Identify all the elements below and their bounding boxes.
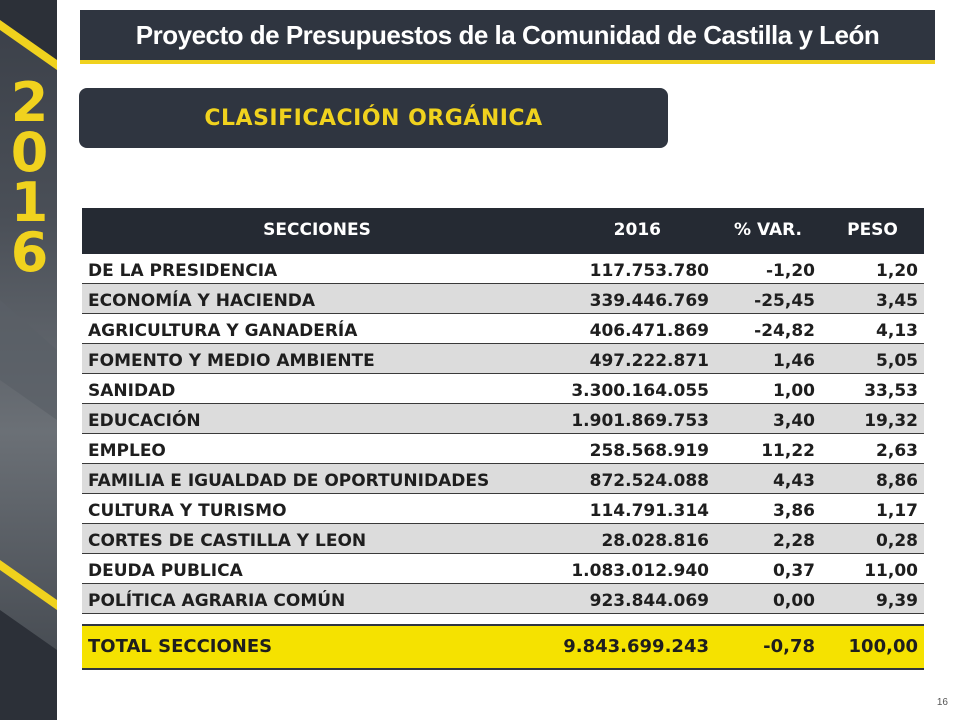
total-peso: 100,00 — [848, 635, 918, 657]
header-year: 2016 — [613, 220, 661, 240]
side-decoration — [0, 0, 57, 720]
table-spacer — [82, 614, 924, 624]
header-secciones: SECCIONES — [263, 220, 371, 240]
row-amount: 28.028.816 — [601, 531, 709, 551]
row-amount: 1.901.869.753 — [571, 411, 709, 431]
row-amount: 406.471.869 — [589, 321, 709, 341]
row-peso: 9,39 — [876, 591, 918, 611]
row-amount: 1.083.012.940 — [571, 561, 709, 581]
table-row — [82, 284, 924, 314]
row-var: 11,22 — [761, 441, 815, 461]
table-row — [82, 494, 924, 524]
row-var: 1,46 — [773, 351, 815, 371]
row-var: 4,43 — [773, 471, 815, 491]
row-section: SANIDAD — [88, 381, 176, 401]
row-peso: 0,28 — [876, 531, 918, 551]
header-bar — [80, 10, 935, 64]
table-row — [82, 314, 924, 344]
row-var: 2,28 — [773, 531, 815, 551]
row-amount: 497.222.871 — [589, 351, 709, 371]
budget-table — [82, 208, 924, 670]
total-amount: 9.843.699.243 — [563, 635, 709, 657]
page-number: 16 — [936, 697, 948, 708]
row-amount: 3.300.164.055 — [571, 381, 709, 401]
table-row — [82, 404, 924, 434]
header-var: % VAR. — [734, 220, 802, 240]
table-row — [82, 344, 924, 374]
row-section: FAMILIA E IGUALDAD DE OPORTUNIDADES — [88, 471, 490, 491]
row-var: -25,45 — [754, 291, 815, 311]
row-section: DE LA PRESIDENCIA — [88, 261, 278, 281]
total-var: -0,78 — [763, 635, 815, 657]
row-peso: 1,17 — [876, 501, 918, 521]
header-peso: PESO — [847, 220, 898, 240]
row-peso: 8,86 — [876, 471, 918, 491]
row-peso: 2,63 — [876, 441, 918, 461]
row-section: CULTURA Y TURISMO — [88, 501, 287, 521]
year-digit: 0 — [10, 121, 47, 184]
table-header — [82, 208, 924, 254]
table-row — [82, 464, 924, 494]
row-section: EMPLEO — [88, 441, 166, 461]
table-row — [82, 554, 924, 584]
row-section: DEUDA PUBLICA — [88, 561, 243, 581]
row-var: 1,00 — [773, 381, 815, 401]
row-amount: 923.844.069 — [589, 591, 709, 611]
year-digit: 6 — [10, 221, 47, 284]
year-digit: 2 — [10, 71, 47, 134]
row-var: -1,20 — [766, 261, 815, 281]
row-peso: 11,00 — [864, 561, 918, 581]
row-peso: 33,53 — [864, 381, 918, 401]
row-var: 3,86 — [773, 501, 815, 521]
page-title: Proyecto de Presupuestos de la Comunidad de Castilla y León — [135, 19, 880, 50]
row-amount: 258.568.919 — [589, 441, 709, 461]
table-row — [82, 434, 924, 464]
row-var: 3,40 — [773, 411, 815, 431]
total-label: TOTAL SECCIONES — [88, 635, 273, 657]
row-section: EDUCACIÓN — [88, 411, 201, 431]
row-section: FOMENTO Y MEDIO AMBIENTE — [88, 351, 375, 371]
total-row — [82, 624, 924, 670]
row-amount: 339.446.769 — [589, 291, 709, 311]
section-title: CLASIFICACIÓN ORGÁNICA — [204, 105, 543, 131]
year-vertical — [0, 71, 57, 284]
table-row — [82, 584, 924, 614]
row-amount: 117.753.780 — [589, 261, 709, 281]
row-amount: 872.524.088 — [589, 471, 709, 491]
year-digit: 1 — [10, 171, 47, 234]
row-peso: 1,20 — [876, 261, 918, 281]
table-row — [82, 524, 924, 554]
row-var: 0,00 — [773, 591, 815, 611]
row-peso: 19,32 — [864, 411, 918, 431]
row-peso: 5,05 — [876, 351, 918, 371]
section-heading — [79, 88, 668, 148]
table-row — [82, 254, 924, 284]
row-var: -24,82 — [754, 321, 815, 341]
row-section: ECONOMÍA Y HACIENDA — [88, 291, 316, 311]
row-section: POLÍTICA AGRARIA COMÚN — [88, 591, 346, 611]
row-section: CORTES DE CASTILLA Y LEON — [88, 531, 367, 551]
table-row — [82, 374, 924, 404]
row-amount: 114.791.314 — [589, 501, 709, 521]
row-peso: 4,13 — [876, 321, 918, 341]
row-peso: 3,45 — [876, 291, 918, 311]
row-var: 0,37 — [773, 561, 815, 581]
row-section: AGRICULTURA Y GANADERÍA — [88, 321, 358, 341]
